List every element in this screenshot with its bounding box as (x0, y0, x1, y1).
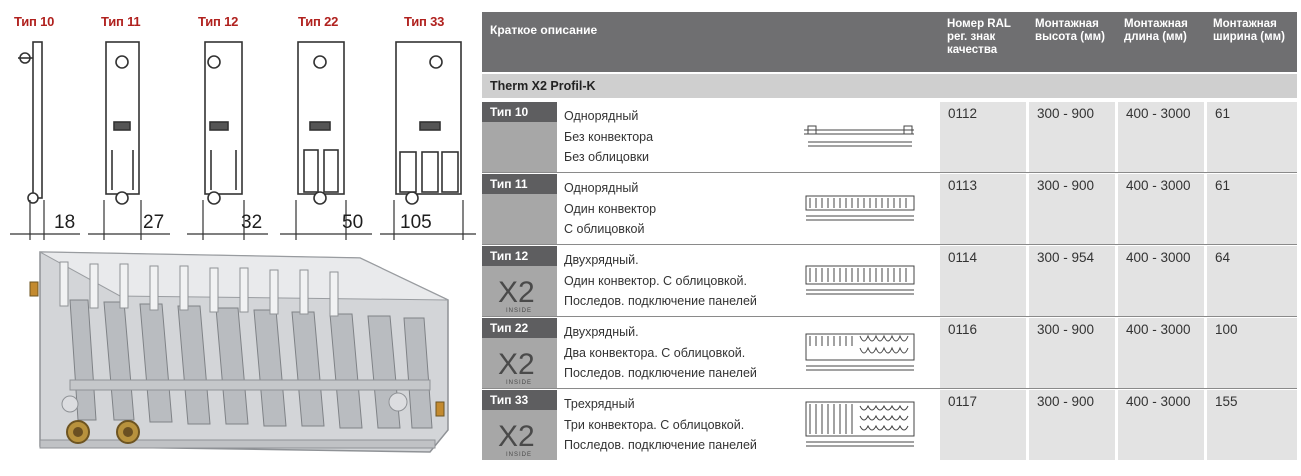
row-description: Однорядный Один конвектор С облицовкой (564, 181, 657, 236)
table-header (482, 12, 1297, 72)
header-height: Монтажная высота (мм) (1035, 18, 1105, 43)
table-row: Тип 33 X2 INSIDE Трехрядный Три конвектора. С облицовкой. Последов. подключение панелей 0117 300 - 900 400 - 3000 155 (482, 390, 1297, 460)
type-label: Тип 11 (101, 14, 141, 29)
type-label: Тип 10 (14, 14, 55, 29)
dimension-label: 50 (342, 212, 364, 233)
svg-text:X2: X2 (498, 348, 535, 381)
row-description: Однорядный Без конвектора Без облицовки (564, 109, 654, 164)
spec-table (482, 12, 1297, 467)
series-subheader (482, 74, 1297, 98)
profile-drawing-icon (784, 174, 939, 244)
series-name: Therm X2 Profil-K (490, 79, 596, 93)
header-description: Краткое описание (490, 23, 598, 37)
row-type: Тип 10 (490, 105, 529, 119)
radiator-illustration (0, 0, 478, 476)
table-row: Тип 12 X2 INSIDE Двухрядный. Один конвектор. С облицовкой. Последов. подключение панелей 0114 300 - 954 400 - 3000 64 (482, 246, 1297, 316)
row-description: Двухрядный. Два конвектора. С облицовкой. Последов. подключение панелей (564, 325, 757, 380)
header-ral: Номер RAL рег. знак качества (947, 18, 1011, 56)
table-row: Тип 22 X2 INSIDE Двухрядный. Два конвектора. С облицовкой. Последов. подключение панелей 0116 300 - 900 400 - 3000 100 (482, 318, 1297, 388)
svg-text:INSIDE: INSIDE (506, 452, 533, 458)
profile-drawing-icon (784, 102, 939, 172)
radiator-profiles-drawing (0, 0, 478, 476)
type-label: Тип 12 (198, 14, 239, 29)
x2-logo-icon (494, 342, 554, 386)
row-type: Тип 11 (490, 177, 528, 191)
header-length: Монтажная длина (мм) (1124, 18, 1188, 43)
header-width: Монтажная ширина (мм) (1213, 18, 1285, 43)
dimension-label: 18 (54, 212, 76, 233)
profile-drawing-icon (784, 318, 939, 388)
dimension-label: 27 (143, 212, 165, 233)
row-description: Двухрядный. Один конвектор. С облицовкой. Последов. подключение панелей (564, 253, 757, 308)
svg-text:X2: X2 (498, 420, 535, 453)
table-row: Тип 11 Однорядный Один конвектор С облицовкой 0113 300 - 900 400 - 3000 61 (482, 174, 1297, 244)
svg-text:X2: X2 (498, 276, 535, 309)
type-label: Тип 33 (404, 14, 445, 29)
x2-logo-icon (494, 270, 554, 314)
table-row: Тип 10 Однорядный Без конвектора Без облицовки 0112 300 - 900 400 - 3000 61 (482, 102, 1297, 172)
dimension-label: 105 (400, 212, 432, 233)
row-description: Трехрядный Три конвектора. С облицовкой. Последов. подключение панелей (564, 397, 757, 452)
svg-text:INSIDE: INSIDE (506, 380, 533, 386)
profile-drawing-icon (784, 246, 939, 316)
type-label: Тип 22 (298, 14, 339, 29)
radiator-3d-icon (30, 252, 448, 452)
svg-text:INSIDE: INSIDE (506, 308, 533, 314)
profile-drawing-icon (784, 390, 939, 460)
row-type: Тип 33 (490, 393, 529, 407)
dimension-label: 32 (241, 212, 263, 233)
row-type: Тип 22 (490, 321, 529, 335)
row-type: Тип 12 (490, 249, 529, 263)
x2-logo-icon (494, 414, 554, 458)
